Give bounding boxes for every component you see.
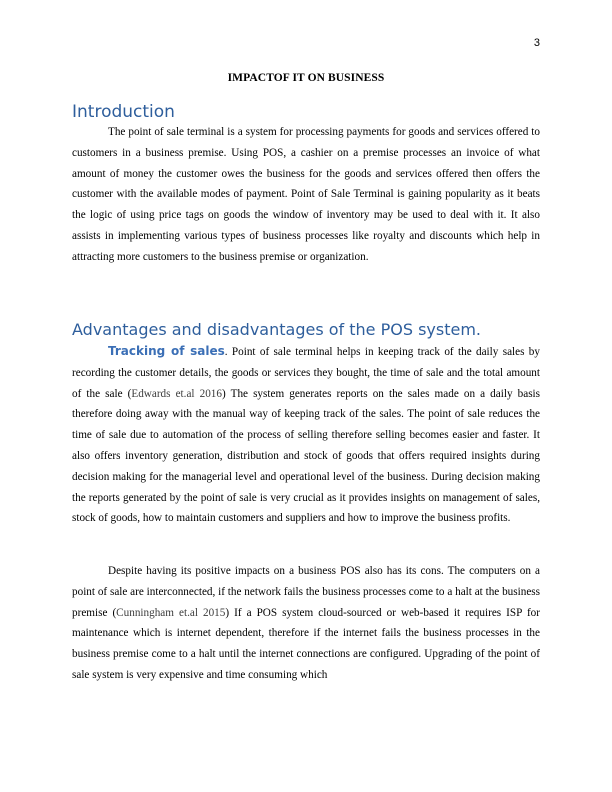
tracking-sales-text-b: ) The system generates reports on the sales made on a daily basis therefore doing away with the manual way of keeping track of the sales. The point of sale reduces the time of sale due to automation of the process of selling therefore selling becomes easier and faster. It also offers inventory generation, distribution and stock of goods that offers required insights during decision making for the managerial level and operational level of the business. During decision making the reports generated by the point of sale is very crucial as it provides insights on management of sales, stock of goods, how to maintain customers and suppliers and how to improve the business profits.: [72, 387, 541, 525]
disadvantages-text-b: ) If a POS system cloud-sourced or web-based it requires ISP for maintenance which is internet dependent, therefore if the internet fails the business processes in the business premise come to a halt until the internet connections are configured. Upgrading of the point of sale system is very expensive and time consuming which: [72, 606, 540, 681]
tracking-sales-text-a: . Point of sale terminal helps in keeping track of the daily sales by recording the customer details, the goods or services they bought, the time of sale and the total amount of the sale (: [72, 346, 540, 400]
disadvantages-paragraph: [72, 561, 540, 686]
document-title: IMPACTOF IT ON BUSINESS: [227, 72, 385, 84]
citation-cunningham: Cunningham et.al 2015: [116, 606, 226, 619]
citation-edwards: Edwards et.al 2016: [131, 387, 222, 400]
disadvantages-text-a: Despite having its positive impacts on a business POS also has its cons. The computers on a point of sale are interconnected, if the network fails the business processes come to a halt at the business premise (: [72, 565, 540, 619]
tracking-sales-inline-heading: Tracking of sales: [108, 344, 225, 358]
introduction-paragraph: The point of sale terminal is a system for processing payments for goods and services offered to customers in a business premise. Using POS, a cashier on a premise processes an invoice of what amount of money the customer owes the business for the goods and services offered then offers the customer with the available modes of payment. Point of Sale Terminal is gaining popularity as it beats the logic of using price tags on goods the window of inventory may be used to deal with it. It also assists in implementing various types of business processes like royalty and discounts which help in attracting more customers to the business premise or organization.: [72, 126, 540, 263]
introduction-heading: Introduction: [72, 102, 175, 122]
advantages-heading: Advantages and disadvantages of the POS system.: [72, 320, 481, 339]
page-number: 3: [533, 37, 540, 49]
tracking-sales-paragraph: [72, 341, 540, 529]
